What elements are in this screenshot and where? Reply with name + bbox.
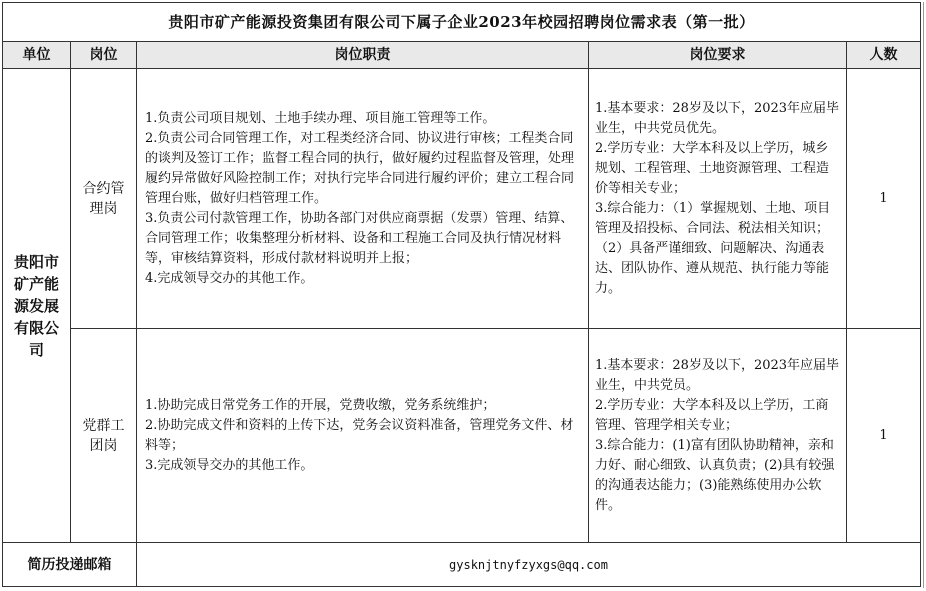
post-count: 1 [847,329,921,543]
email-label: 简历投递邮箱 [3,543,137,587]
recruitment-table [2,2,921,587]
table-row [3,69,921,329]
requirement-line: 2.学历专业：大学本科及以上学历，城乡规划、工程管理、土地资源管理、工程造价等相关专业； [595,140,830,196]
unit-name: 贵阳市矿产能源发展有限公司 [3,69,71,543]
header-count: 人数 [847,42,921,69]
header-unit: 单位 [3,42,71,69]
duty-line: 2.协助完成文件和资料的上传下达，党务会议资料准备，管理党务文件、材料等； [145,417,574,453]
post-requirements [589,69,847,329]
header-duties: 岗位职责 [137,42,589,69]
duty-line: 1.协助完成日常党务工作的开展，党费收缴，党务系统维护； [145,397,496,413]
table-title: 贵阳市矿产能源投资集团有限公司下属子企业2023年校园招聘岗位需求表（第一批） [3,3,921,42]
post-name: 党群工团岗 [71,329,137,543]
page-edge-divider [923,2,924,588]
post-duties [137,69,589,329]
post-count: 1 [847,69,921,329]
post-requirements [589,329,847,543]
post-name: 合约管理岗 [71,69,137,329]
requirement-line: 3.综合能力：（1）掌握规划、土地、项目管理及招投标、合同法、税法相关知识；（2）具备严谨细致、问题解决、沟通表达、团队协作、遵从规范、执行能力等能力。 [595,200,831,296]
duty-line: 4.完成领导交办的其他工作。 [145,270,314,286]
duty-line: 3.完成领导交办的其他工作。 [145,457,314,473]
header-row [3,42,921,69]
duty-line: 2.负责公司合同管理工作，对工程类经济合同、协议进行审核；工程类合同的谈判及签订工作；监督工程合同的执行，做好履约过程监督及管理，处理履约异常做好风险控制工作；对执行完毕合同进行履约评价；建立工程合同管理台账，做好归档管理工作。 [145,130,575,206]
requirement-line: 2.学历专业：大学本科及以上学历，工商管理、管理学相关专业； [595,397,829,433]
requirement-line: 1.基本要求：28岁及以下，2023年应届毕业生，中共党员优先。 [595,100,840,136]
table-row [3,329,921,543]
email-address[interactable]: gysknjtnyfzyxgs@qq.com [137,543,921,587]
footer-row [3,543,921,587]
post-duties [137,329,589,543]
duty-line: 3.负责公司付款管理工作，协助各部门对供应商票据（发票）管理、结算、合同管理工作；收集整理分析材料、设备和工程施工合同及执行情况材料等，审核结算资料，形成付款材料说明并上报； [145,210,574,266]
header-requirements: 岗位要求 [589,42,847,69]
duty-line: 1.负责公司项目规划、土地手续办理、项目施工管理等工作。 [145,110,496,126]
requirement-line: 3.综合能力：(1)富有团队协助精神，亲和力好、耐心细致、认真负责；(2)具有较强的沟通表达能力；(3)能熟练使用办公软件。 [595,437,835,513]
header-post: 岗位 [71,42,137,69]
requirement-line: 1.基本要求：28岁及以下，2023年应届毕业生，中共党员。 [595,357,840,393]
